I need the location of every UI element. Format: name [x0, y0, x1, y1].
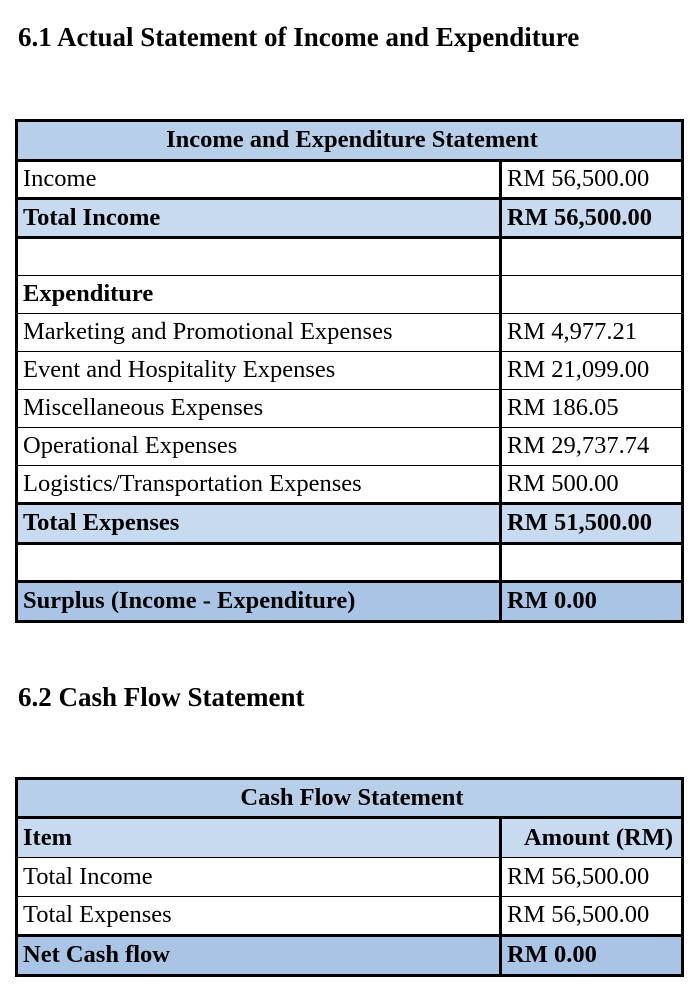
row-label: Total Income [17, 858, 501, 897]
expense-value: RM 4,977.21 [501, 314, 683, 352]
table-row [17, 428, 683, 466]
table-row [17, 858, 683, 897]
expense-label: Event and Hospitality Expenses [17, 352, 501, 390]
table-row [17, 390, 683, 428]
empty-cell [501, 276, 683, 314]
total-expenses-row [17, 504, 683, 544]
row-label: Total Expenses [17, 897, 501, 936]
expense-label: Miscellaneous Expenses [17, 390, 501, 428]
cash-flow-table [15, 777, 684, 977]
expense-label: Operational Expenses [17, 428, 501, 466]
table-row [17, 276, 683, 314]
income-value: RM 56,500.00 [501, 161, 683, 199]
section-heading-income-expenditure: 6.1 Actual Statement of Income and Expenditure [18, 22, 580, 52]
column-header-item: Item [17, 818, 501, 858]
section-heading-cash-flow: 6.2 Cash Flow Statement [18, 682, 305, 712]
table-title: Income and Expenditure Statement [17, 121, 683, 161]
table-row [17, 314, 683, 352]
table-row [17, 352, 683, 390]
table-row [17, 897, 683, 936]
table-title-row [17, 121, 683, 161]
net-cash-flow-value: RM 0.00 [501, 936, 683, 976]
surplus-value: RM 0.00 [501, 582, 683, 622]
row-value: RM 56,500.00 [501, 897, 683, 936]
blank-cell [501, 238, 683, 276]
blank-cell [17, 544, 501, 582]
row-value: RM 56,500.00 [501, 858, 683, 897]
total-income-label: Total Income [17, 199, 501, 238]
blank-row [17, 544, 683, 582]
blank-cell [17, 238, 501, 276]
table-header-row [17, 818, 683, 858]
table-row [17, 161, 683, 199]
total-income-row [17, 199, 683, 238]
table-title-row [17, 779, 683, 818]
expense-value: RM 29,737.74 [501, 428, 683, 466]
net-cash-flow-label: Net Cash flow [17, 936, 501, 976]
income-expenditure-table [15, 119, 684, 623]
blank-row [17, 238, 683, 276]
expense-label: Logistics/Transportation Expenses [17, 466, 501, 504]
surplus-row [17, 582, 683, 622]
expense-label: Marketing and Promotional Expenses [17, 314, 501, 352]
net-cash-flow-row [17, 936, 683, 976]
total-expenses-value: RM 51,500.00 [501, 504, 683, 544]
column-header-amount: Amount (RM) [501, 818, 683, 858]
table-row [17, 466, 683, 504]
expense-value: RM 186.05 [501, 390, 683, 428]
table-title: Cash Flow Statement [17, 779, 683, 818]
total-expenses-label: Total Expenses [17, 504, 501, 544]
surplus-label: Surplus (Income - Expenditure) [17, 582, 501, 622]
income-label: Income [17, 161, 501, 199]
expense-value: RM 21,099.00 [501, 352, 683, 390]
blank-cell [501, 544, 683, 582]
total-income-value: RM 56,500.00 [501, 199, 683, 238]
expense-value: RM 500.00 [501, 466, 683, 504]
expenditure-label: Expenditure [17, 276, 501, 314]
